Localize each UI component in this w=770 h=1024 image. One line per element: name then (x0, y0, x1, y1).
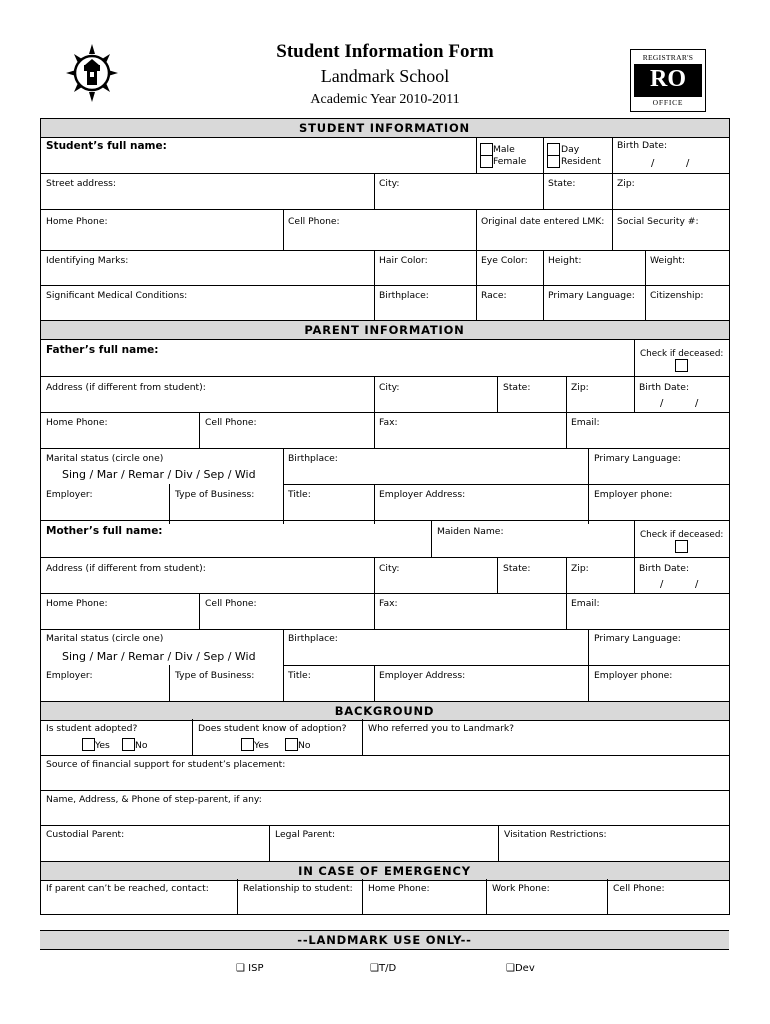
citizenship-label: Citizenship: (650, 290, 704, 301)
zip-label: Zip: (617, 178, 635, 189)
mother-emp-phone-label: Employer phone: (594, 670, 673, 681)
adopted-yes-label: Yes (95, 740, 110, 751)
knows-yes-checkbox[interactable] (241, 738, 254, 751)
mother-deceased-checkbox[interactable] (675, 540, 688, 553)
school-name: Landmark School (320, 66, 450, 86)
father-marital-options[interactable]: Sing / Mar / Remar / Div / Sep / Wid (62, 468, 256, 481)
cell-phone-label: Cell Phone: (288, 216, 340, 227)
mother-title-label: Title: (288, 670, 311, 681)
td-label: T/D (378, 963, 397, 974)
mother-state-label: State: (503, 563, 531, 574)
father-full-name-label: Father’s full name: (46, 344, 159, 356)
landmark-use-only-header: --LANDMARK USE ONLY-- (40, 930, 729, 950)
mother-deceased-label: Check if deceased: (640, 530, 724, 540)
social-security-label: Social Security #: (617, 216, 699, 227)
mother-birth-date-label: Birth Date: (639, 563, 690, 574)
mother-full-name-label: Mother’s full name: (46, 525, 163, 537)
isp-label: ISP (244, 963, 264, 974)
father-birth-date-label: Birth Date: (639, 382, 690, 393)
father-state-label: State: (503, 382, 531, 393)
financial-support-label: Source of financial support for student’s placement: (46, 759, 286, 770)
father-emp-address-label: Employer Address: (379, 489, 466, 500)
maiden-name-label: Maiden Name: (437, 526, 504, 537)
father-deceased-label: Check if deceased: (640, 349, 724, 359)
father-name-field[interactable] (42, 358, 632, 374)
mother-name-field[interactable] (42, 538, 430, 554)
race-label: Race: (481, 290, 507, 301)
resident-checkbox[interactable] (547, 155, 560, 168)
mother-address-label: Address (if different from student): (46, 563, 206, 574)
referred-question: Who referred you to Landmark? (368, 723, 515, 734)
birth-date-slash: / (651, 158, 655, 169)
medical-conditions-label: Significant Medical Conditions: (46, 290, 188, 301)
legal-parent-label: Legal Parent: (275, 829, 336, 840)
student-birth-date-label: Birth Date: (617, 140, 668, 151)
dev-checkbox[interactable] (506, 963, 535, 974)
primary-language-label: Primary Language: (548, 290, 635, 301)
mother-marital-options[interactable]: Sing / Mar / Remar / Div / Sep / Wid (62, 650, 256, 663)
father-employer-label: Employer: (46, 489, 93, 500)
school-logo (63, 42, 121, 104)
mother-birth-slash: / (660, 579, 664, 590)
custodial-parent-label: Custodial Parent: (46, 829, 125, 840)
stamp-bottom-text: OFFICE (652, 98, 684, 107)
father-home-phone-label: Home Phone: (46, 417, 108, 428)
adopted-yes-checkbox[interactable] (82, 738, 95, 751)
mother-emp-address-label: Employer Address: (379, 670, 466, 681)
academic-year: Academic Year 2010-2011 (310, 92, 460, 107)
mother-zip-label: Zip: (571, 563, 589, 574)
father-email-label: Email: (571, 417, 600, 428)
student-full-name-label: Student’s full name: (46, 140, 167, 152)
mother-marital-label: Marital status (circle one) (46, 633, 164, 644)
td-checkbox[interactable] (370, 963, 396, 974)
emergency-contact-label: If parent can’t be reached, contact: (46, 883, 209, 894)
parent-section-header: PARENT INFORMATION (40, 320, 729, 340)
original-date-label: Original date entered LMK: (481, 216, 605, 227)
visitation-label: Visitation Restrictions: (504, 829, 607, 840)
td-box-glyph: ❑ (370, 963, 379, 974)
mother-fax-label: Fax: (379, 598, 398, 609)
stamp-mid-text: RO (650, 66, 686, 92)
dev-label: Dev (514, 963, 535, 974)
resident-label: Resident (561, 156, 601, 167)
mother-cell-phone-label: Cell Phone: (205, 598, 257, 609)
state-label: State: (548, 178, 576, 189)
relationship-label: Relationship to student: (243, 883, 353, 894)
father-deceased-checkbox[interactable] (675, 359, 688, 372)
father-address-label: Address (if different from student): (46, 382, 206, 393)
emergency-cell-phone-label: Cell Phone: (613, 883, 665, 894)
mother-city-label: City: (379, 563, 400, 574)
father-title-label: Title: (288, 489, 311, 500)
mother-employer-label: Employer: (46, 670, 93, 681)
mother-business-label: Type of Business: (175, 670, 255, 681)
form-title: Student Information Form (276, 41, 494, 62)
isp-box-glyph: ❑ (236, 963, 245, 974)
background-section-header: BACKGROUND (40, 701, 729, 721)
male-label: Male (493, 144, 515, 155)
eye-color-label: Eye Color: (481, 255, 528, 266)
adopted-no-label: No (135, 740, 148, 751)
day-label: Day (561, 144, 580, 155)
step-parent-label: Name, Address, & Phone of step-parent, if any: (46, 794, 262, 805)
birth-date-slash: / (686, 158, 690, 169)
father-city-label: City: (379, 382, 400, 393)
height-label: Height: (548, 255, 582, 266)
mother-birthplace-label: Birthplace: (288, 633, 338, 644)
street-address-label: Street address: (46, 178, 117, 189)
father-language-label: Primary Language: (594, 453, 681, 464)
mother-language-label: Primary Language: (594, 633, 681, 644)
home-phone-label: Home Phone: (46, 216, 108, 227)
identifying-marks-label: Identifying Marks: (46, 255, 129, 266)
student-name-field[interactable] (42, 154, 474, 172)
father-zip-label: Zip: (571, 382, 589, 393)
registrar-stamp (630, 49, 706, 112)
city-label: City: (379, 178, 400, 189)
female-label: Female (493, 156, 527, 167)
father-birth-slash: / (660, 398, 664, 409)
adopted-no-checkbox[interactable] (122, 738, 135, 751)
isp-checkbox[interactable] (236, 963, 263, 974)
stamp-top-text: REGISTRAR'S (642, 53, 694, 62)
father-birth-slash: / (695, 398, 699, 409)
father-cell-phone-label: Cell Phone: (205, 417, 257, 428)
dev-box-glyph: ❑ (506, 963, 515, 974)
father-business-label: Type of Business: (175, 489, 255, 500)
knows-no-label: No (298, 740, 311, 751)
weight-label: Weight: (650, 255, 686, 266)
father-marital-label: Marital status (circle one) (46, 453, 164, 464)
knows-yes-label: Yes (254, 740, 269, 751)
father-birthplace-label: Birthplace: (288, 453, 338, 464)
mother-email-label: Email: (571, 598, 600, 609)
female-checkbox[interactable] (480, 155, 493, 168)
emergency-home-phone-label: Home Phone: (368, 883, 430, 894)
mother-birth-slash: / (695, 579, 699, 590)
adopted-question: Is student adopted? (46, 723, 138, 734)
emergency-work-phone-label: Work Phone: (492, 883, 550, 894)
mother-home-phone-label: Home Phone: (46, 598, 108, 609)
knows-adoption-question: Does student know of adoption? (198, 723, 347, 734)
father-fax-label: Fax: (379, 417, 398, 428)
hair-color-label: Hair Color: (379, 255, 428, 266)
birthplace-label: Birthplace: (379, 290, 429, 301)
student-section-header: STUDENT INFORMATION (40, 118, 729, 138)
knows-no-checkbox[interactable] (285, 738, 298, 751)
father-emp-phone-label: Employer phone: (594, 489, 673, 500)
emergency-section-header: IN CASE OF EMERGENCY (40, 861, 729, 881)
